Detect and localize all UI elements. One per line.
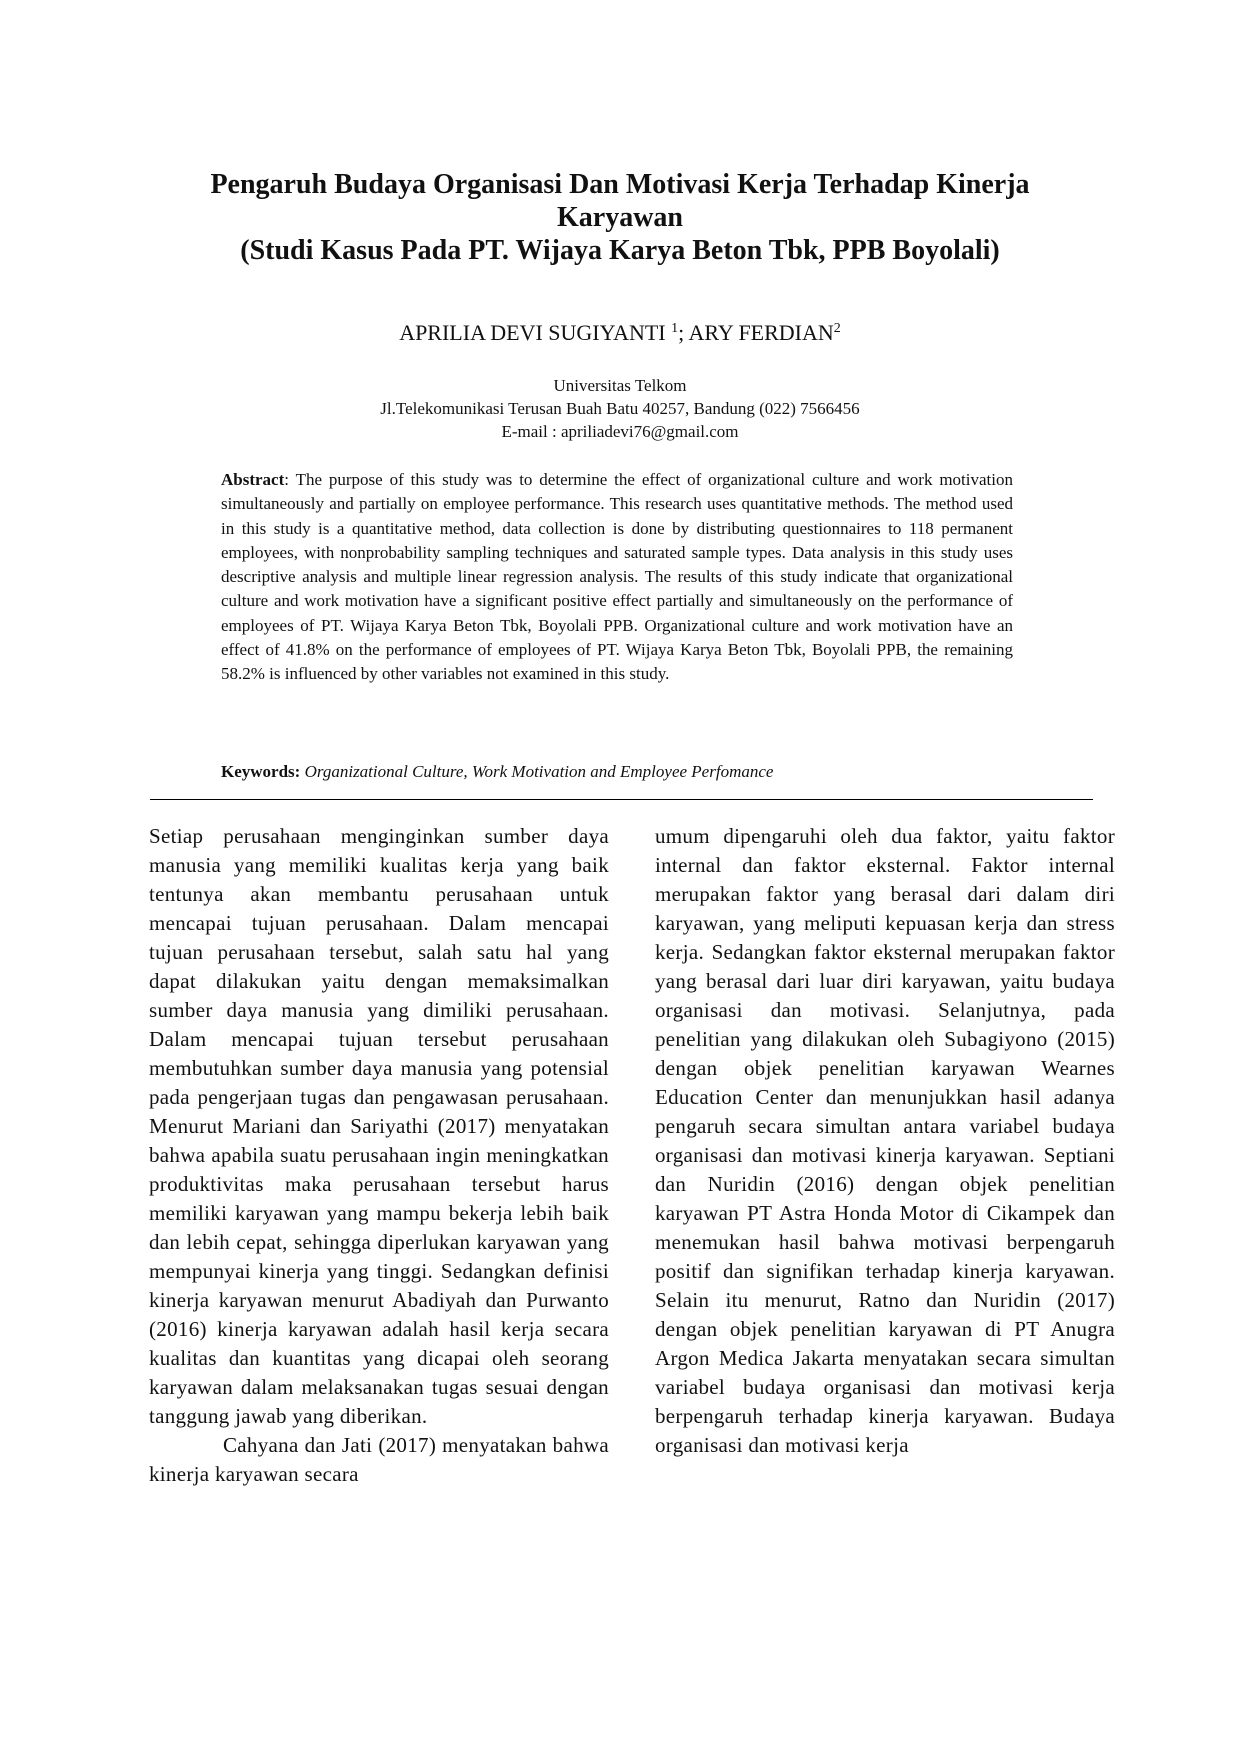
keywords-text: Organizational Culture, Work Motivation and Employee Perfomance <box>300 762 774 781</box>
affiliation-block <box>150 374 1090 443</box>
paper-title <box>150 168 1090 267</box>
title-line-1: Pengaruh Budaya Organisasi Dan Motivasi Kerja Terhadap Kinerja <box>210 169 1030 200</box>
section-divider <box>150 799 1093 800</box>
body-paragraph: umum dipengaruhi oleh dua faktor, yaitu faktor internal dan faktor eksternal. Faktor internal merupakan faktor yang berasal dari dalam diri karyawan, yang meliputi kepuasan kerja dan stress kerja. Sedangkan faktor eksternal merupakan faktor yang berasal dari luar diri karyawan, yaitu budaya organisasi dan motivasi. Selanjutnya, pada penelitian yang dilakukan oleh Subagiyono (2015) dengan objek penelitian karyawan Wearnes Education Center dan menunjukkan hasil adanya pengaruh secara simultan antara variabel budaya organisasi dan motivasi kinerja karyawan. Septiani dan Nuridin (2016) dengan objek penelitian karyawan PT Astra Honda Motor di Cikampek dan menemukan hasil bahwa motivasi berpengaruh positif dan signifikan terhadap kinerja karyawan. Selain itu menurut, Ratno dan Nuridin (2017) dengan objek penelitian karyawan di PT Anugra Argon Medica Jakarta menyatakan secara simultan variabel budaya organisasi dan motivasi kerja berpengaruh terhadap kinerja karyawan. Budaya organisasi dan motivasi kerja <box>655 824 1115 1457</box>
body-paragraph: Setiap perusahaan menginginkan sumber daya manusia yang memiliki kualitas kerja yang baik tentunya akan membantu perusahaan untuk mencapai tujuan perusahaan. Dalam mencapai tujuan perusahaan tersebut, salah satu hal yang dapat dilakukan yaitu dengan memaksimalkan sumber daya manusia yang dimiliki perusahaan. Dalam mencapai tujuan tersebut perusahaan membutuhkan sumber daya manusia yang potensial pada pengerjaan tugas dan pengawasan perusahaan. Menurut Mariani dan Sariyathi (2017) menyatakan bahwa apabila suatu perusahaan ingin meningkatkan produktivitas maka perusahaan tersebut harus memiliki karyawan yang mampu bekerja lebih baik dan lebih cepat, sehingga diperlukan karyawan yang mempunyai kinerja yang tinggi. Sedangkan definisi kinerja karyawan menurut Abadiyah dan Purwanto (2016) kinerja karyawan adalah hasil kerja secara kualitas dan kuantitas yang dicapai oleh seorang karyawan dalam melaksanakan tugas sesuai dengan tanggung jawab yang diberikan. <box>149 824 609 1428</box>
title-line-2: Karyawan <box>557 202 683 233</box>
author-2-affiliation-mark: 2 <box>833 321 841 336</box>
affiliation-address: Jl.Telekomunikasi Terusan Buah Batu 40257, Bandung (022) 7566456 <box>380 399 860 418</box>
author-separator: ; <box>678 320 689 345</box>
abstract-label: Abstract <box>221 470 285 489</box>
body-paragraph: Cahyana dan Jati (2017) menyatakan bahwa kinerja karyawan secara <box>149 1433 609 1486</box>
abstract-text: : The purpose of this study was to determine the effect of organizational culture and work motivation simultaneously and partially on employee performance. This research uses quantitative methods. The method used in this study is a quantitative method, data collection is done by distributing questionnaires to 118 permanent employees, with nonprobability sampling techniques and saturated sample types. Data analysis in this study uses descriptive analysis and multiple linear regression analysis. The results of this study indicate that organizational culture and work motivation have a significant positive effect partially and simultaneously on the performance of employees of PT. Wijaya Karya Beton Tbk, Boyolali PPB. Organizational culture and work motivation have an effect of 41.8% on the performance of employees of PT. Wijaya Karya Beton Tbk, Boyolali PPB, the remaining 58.2% is influenced by other variables not examined in this study. <box>221 470 1013 684</box>
keywords-label: Keywords: <box>221 762 301 781</box>
affiliation-institution: Universitas Telkom <box>553 376 687 395</box>
abstract <box>221 468 1013 687</box>
affiliation-email: E-mail : apriliadevi76@gmail.com <box>501 422 739 441</box>
author-1-affiliation-mark: 1 <box>671 321 679 336</box>
keywords <box>221 760 1013 784</box>
author-1: APRILIA DEVI SUGIYANTI <box>399 320 672 345</box>
body-column-left <box>149 822 609 1489</box>
author-list <box>150 320 1090 346</box>
author-2: ARY FERDIAN <box>688 320 834 345</box>
body-column-right <box>655 822 1115 1460</box>
title-line-3: (Studi Kasus Pada PT. Wijaya Karya Beton Tbk, PPB Boyolali) <box>240 235 1000 266</box>
